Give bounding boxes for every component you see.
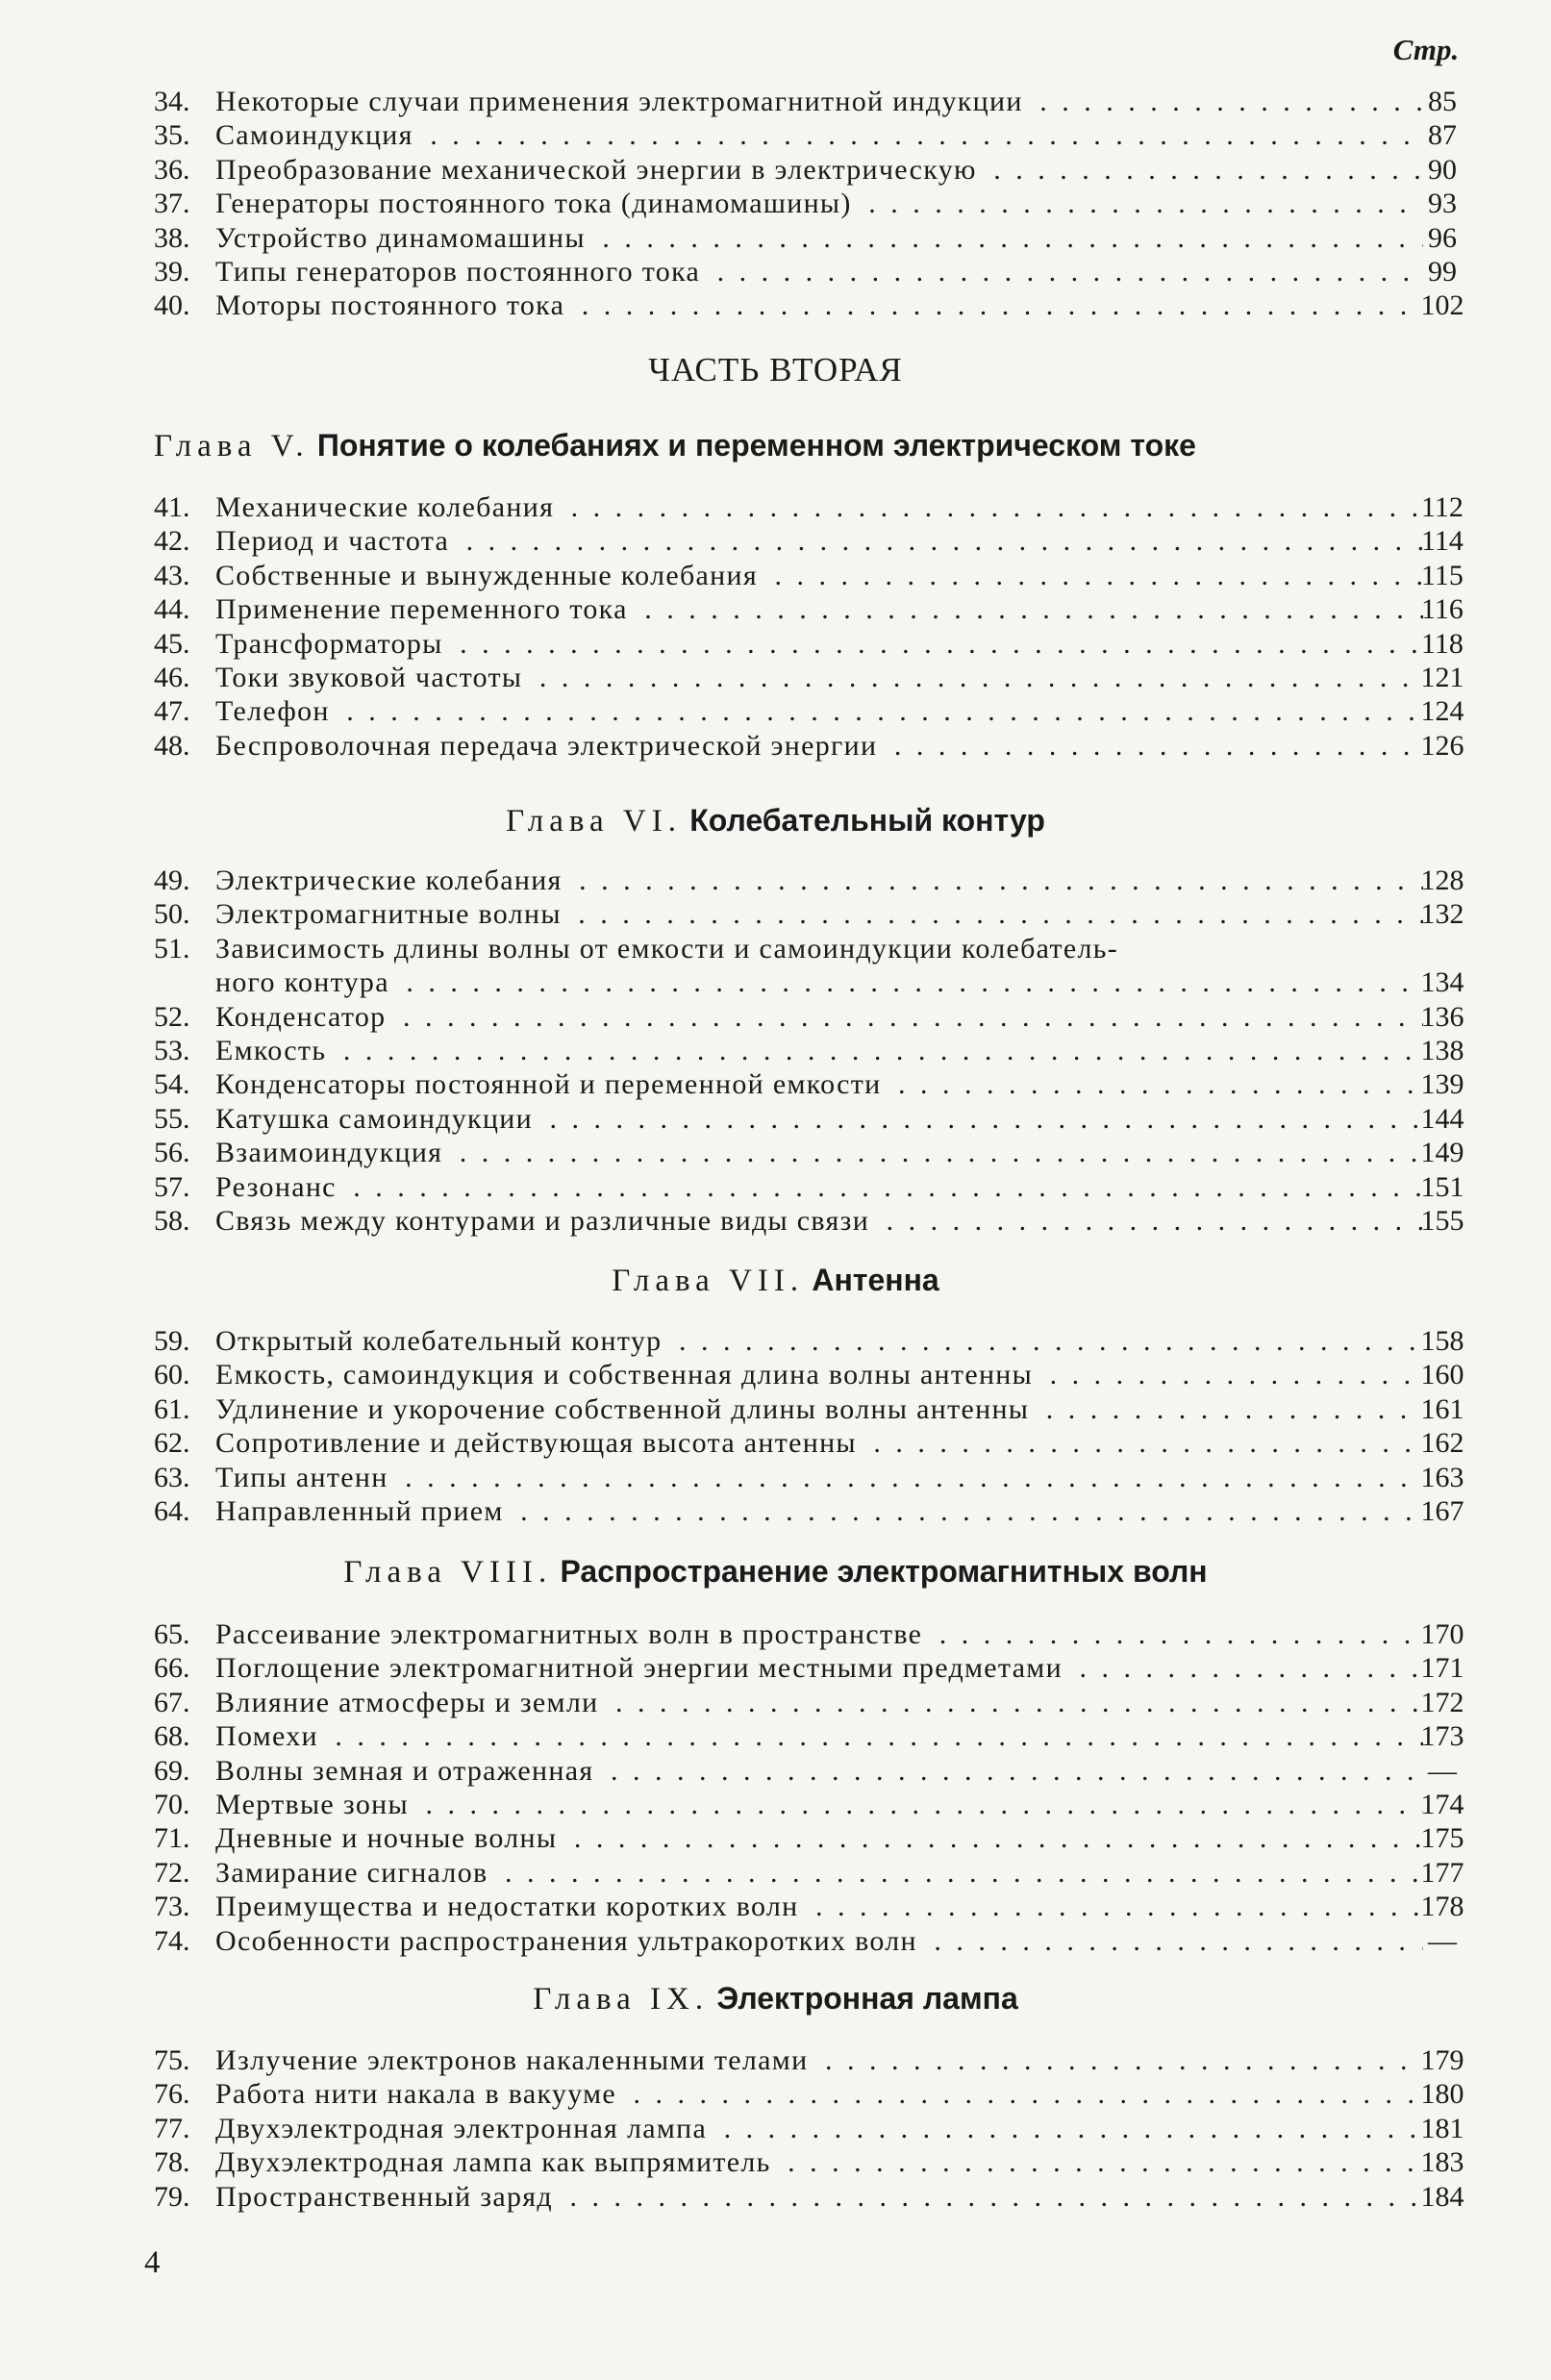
toc-entry <box>154 153 1481 188</box>
toc-entry-page: 126 <box>1420 729 1464 762</box>
chapter-title: Электронная лампа <box>716 1981 1018 2016</box>
toc-entry <box>154 288 1481 323</box>
toc-entry-number: 66. <box>154 1652 190 1685</box>
toc-entry-number: 75. <box>154 2044 190 2076</box>
toc-entry-title: Замирание сигналов <box>215 1857 493 1889</box>
toc-entry-page: 118 <box>1421 627 1463 660</box>
toc-entry-title: Преимущества и недостатки коротких волн <box>215 1891 805 1922</box>
chapter-label: Глава IX. <box>533 1982 710 2017</box>
toc-entry <box>154 1651 1481 1686</box>
toc-entry-title: Поглощение электромагнитной энергии местными предметами <box>215 1652 1068 1684</box>
toc-entry <box>154 1392 1481 1427</box>
toc-entry-title-wrap <box>215 1000 1423 1035</box>
toc-entry <box>154 1461 1481 1495</box>
toc-entry-page: 102 <box>1420 289 1464 322</box>
chapter-label: Глава VIII. <box>343 1555 553 1590</box>
toc-entry-title: Открытый колебательный контур <box>215 1325 667 1357</box>
toc-entry-number: 50. <box>154 898 190 931</box>
toc-entry-page: 184 <box>1420 2180 1464 2213</box>
toc-entry-title-wrap <box>215 864 1423 898</box>
toc-entry-number: 41. <box>154 491 190 523</box>
toc-entry <box>154 1204 1481 1239</box>
toc-entry-title: Волны земная и отраженная <box>215 1755 599 1787</box>
toc-entry <box>154 2077 1481 2112</box>
toc-entry-title-wrap <box>215 1890 1423 1924</box>
toc-entry-number: 38. <box>154 221 190 254</box>
page-column-header: Стр. <box>1392 33 1460 66</box>
toc-entry-page: — <box>1428 1754 1457 1787</box>
toc-entry-number: 68. <box>154 1720 190 1753</box>
toc-entry-title-wrap <box>215 1324 1423 1359</box>
page-number: 4 <box>144 2245 161 2280</box>
toc-entry-number: 52. <box>154 1000 190 1033</box>
toc-entry <box>154 85 1481 119</box>
toc-entry <box>154 1170 1481 1205</box>
toc-entry-title-wrap <box>215 1426 1423 1461</box>
toc-entry-page: 162 <box>1420 1427 1464 1460</box>
toc-entry-number: 79. <box>154 2180 190 2213</box>
toc-entry-title: Помехи <box>215 1720 324 1752</box>
toc-entry-page: 90 <box>1428 153 1457 186</box>
toc-entry <box>154 2180 1481 2215</box>
toc-entry-title-wrap <box>215 1924 1423 1959</box>
toc-entry-title: Особенности распространения ультракоротких волн <box>215 1925 923 1957</box>
toc-entry-number: 69. <box>154 1754 190 1787</box>
toc-entry-page: 173 <box>1420 1720 1464 1753</box>
toc-entry <box>154 1000 1481 1035</box>
toc-entry-number: 78. <box>154 2146 190 2179</box>
toc-entry-title: Электрические колебания <box>215 864 568 896</box>
toc-entry <box>154 965 1481 1000</box>
toc-entry <box>154 1426 1481 1461</box>
toc-entry-number: 73. <box>154 1891 190 1923</box>
toc-entry-page: — <box>1428 1924 1457 1957</box>
toc-entry-title-wrap <box>215 490 1423 525</box>
toc-entry-title: Зависимость длины волны от емкости и самоиндукции колебатель- <box>215 933 1124 965</box>
toc-entry-title: Катушка самоиндукции <box>215 1103 538 1135</box>
toc-entry-page: 155 <box>1420 1205 1464 1237</box>
toc-entry-title: Конденсатор <box>215 1001 391 1033</box>
toc-entry-title: Типы антенн <box>215 1462 394 1493</box>
toc-entry <box>154 729 1481 764</box>
toc-entry-number: 62. <box>154 1427 190 1460</box>
toc-entry-number: 71. <box>154 1822 190 1855</box>
toc-entry <box>154 1617 1481 1652</box>
toc-entry <box>154 592 1481 627</box>
toc-entry-number: 60. <box>154 1359 190 1391</box>
toc-entry-page: 121 <box>1420 662 1464 693</box>
toc-entry-number: 43. <box>154 559 190 591</box>
toc-entry-page: 85 <box>1428 86 1457 117</box>
toc-entry-number: 36. <box>154 153 190 186</box>
toc-entry-number: 44. <box>154 593 190 626</box>
toc-entry-number: 63. <box>154 1461 190 1493</box>
toc-entry-title-wrap <box>215 1170 1423 1205</box>
toc-entry-page: 180 <box>1420 2078 1464 2111</box>
toc-entry-title-wrap <box>215 1788 1423 1822</box>
toc-entry-page: 172 <box>1420 1686 1464 1718</box>
toc-entry <box>154 1136 1481 1170</box>
toc-entry <box>154 1034 1481 1068</box>
part-title: ЧАСТЬ ВТОРАЯ <box>648 351 903 388</box>
toc-entry-title-wrap <box>215 2043 1423 2078</box>
toc-entry-page: 170 <box>1420 1618 1464 1650</box>
chapter-heading <box>0 1263 1551 1299</box>
chapter-label: Глава V. <box>154 429 310 463</box>
toc-entry-page: 171 <box>1420 1652 1464 1685</box>
toc-entry-title: Взаимоиндукция <box>215 1137 448 1168</box>
toc-entry-title-wrap <box>215 118 1423 153</box>
toc-entry-title-wrap <box>215 1754 1423 1789</box>
toc-entry-title: Некоторые случаи применения электромагнитной индукции <box>215 86 1029 117</box>
toc-entry-title-wrap <box>215 1821 1423 1856</box>
toc-entry-page: 96 <box>1428 221 1457 254</box>
toc-entry-title: Преобразование механической энергии в электрическую <box>215 154 983 186</box>
toc-entry-page: 179 <box>1420 2044 1464 2076</box>
toc-entry-title: Мертвые зоны <box>215 1789 414 1820</box>
toc-entry-title: Направленный прием <box>215 1495 510 1527</box>
toc-entry-page: 87 <box>1428 119 1457 152</box>
toc-entry-title-wrap <box>215 1461 1423 1495</box>
toc-entry-title-wrap <box>215 965 1423 1000</box>
toc-entry-number: 45. <box>154 627 190 660</box>
toc-entry-page: 149 <box>1420 1137 1464 1169</box>
toc-entry-title: Резонанс <box>215 1171 342 1203</box>
toc-entry-page: 112 <box>1421 491 1463 523</box>
toc-entry-number: 39. <box>154 256 190 288</box>
chapter-title: Колебательный контур <box>689 803 1045 838</box>
toc-entry-title: Генераторы постоянного тока (динамомашины) <box>215 188 858 219</box>
toc-entry-page: 115 <box>1421 559 1463 591</box>
chapter-heading <box>0 803 1551 839</box>
toc-entry-title: Сопротивление и действующая высота антенны <box>215 1427 863 1459</box>
toc-entry <box>154 1358 1481 1392</box>
toc-entry-number: 46. <box>154 662 190 693</box>
toc-entry <box>154 118 1481 153</box>
toc-entry <box>154 897 1481 932</box>
toc-entry-number: 51. <box>154 932 190 965</box>
toc-entry-number: 65. <box>154 1618 190 1650</box>
toc-entry-title: Емкость, самоиндукция и собственная длина волны антенны <box>215 1359 1038 1390</box>
toc-entry-page: 163 <box>1420 1461 1464 1493</box>
toc-entry <box>154 2043 1481 2078</box>
toc-entry-number: 72. <box>154 1856 190 1889</box>
toc-entry-number: 74. <box>154 1924 190 1957</box>
toc-entry-title-wrap <box>215 255 1423 289</box>
toc-entry-title: Токи звуковой частоты <box>215 662 528 693</box>
toc-entry-title-wrap <box>215 932 1423 966</box>
toc-entry-title: ного контура <box>215 966 395 998</box>
chapter-title: Антенна <box>812 1263 939 1297</box>
toc-entry <box>154 2112 1481 2146</box>
toc-entry-title: Конденсаторы постоянной и переменной емкости <box>215 1068 888 1100</box>
toc-entry <box>154 559 1481 593</box>
toc-entry <box>154 524 1481 559</box>
toc-entry <box>154 694 1481 729</box>
chapter-heading <box>0 1981 1551 2017</box>
toc-entry <box>154 1856 1481 1891</box>
toc-entry-number: 67. <box>154 1686 190 1718</box>
toc-entry-title: Самоиндукция <box>215 119 419 151</box>
toc-entry <box>154 1821 1481 1856</box>
toc-entry <box>154 1686 1481 1720</box>
toc-entry-title-wrap <box>215 2112 1423 2146</box>
toc-entry-title-wrap <box>215 694 1423 729</box>
toc-entry-title: Собственные и вынужденные колебания <box>215 560 763 591</box>
toc-entry-title-wrap <box>215 2145 1423 2180</box>
toc-entry-number: 70. <box>154 1789 190 1820</box>
toc-entry-title-wrap <box>215 2077 1423 2112</box>
toc-entry-title-wrap <box>215 221 1423 256</box>
toc-entry-title-wrap <box>215 153 1423 188</box>
chapter-title: Понятие о колебаниях и переменном электрическом токе <box>316 428 1196 463</box>
toc-entry <box>154 1719 1481 1754</box>
toc-entry <box>154 1754 1481 1789</box>
toc-entry-page: 128 <box>1420 864 1464 896</box>
toc-entry-title: Двухэлектродная лампа как выпрямитель <box>215 2146 777 2178</box>
toc-entry-title-wrap <box>215 288 1423 323</box>
toc-entry-title: Телефон <box>215 695 336 727</box>
toc-entry-title-wrap <box>215 1617 1423 1652</box>
toc-entry-title-wrap <box>215 1102 1423 1137</box>
toc-entry-number: 54. <box>154 1068 190 1101</box>
toc-entry-title: Излучение электронов накаленными телами <box>215 2044 813 2076</box>
toc-entry-title: Трансформаторы <box>215 628 449 660</box>
toc-entry-number: 64. <box>154 1495 190 1527</box>
toc-entry-number: 77. <box>154 2112 190 2144</box>
toc-entry <box>154 187 1481 221</box>
toc-entry-number: 55. <box>154 1102 190 1135</box>
toc-entry-title: Рассеивание электромагнитных волн в пространстве <box>215 1618 928 1650</box>
toc-entry-number: 47. <box>154 695 190 728</box>
toc-entry-page: 138 <box>1420 1035 1464 1066</box>
toc-entry-number: 37. <box>154 188 190 220</box>
toc-entry-page: 136 <box>1420 1000 1464 1033</box>
toc-entry-title-wrap <box>215 1856 1423 1891</box>
toc-entry-page: 144 <box>1420 1102 1464 1135</box>
toc-entry-number: 49. <box>154 864 190 896</box>
toc-entry-title-wrap <box>215 661 1423 695</box>
toc-entry-page: 132 <box>1420 898 1464 931</box>
toc-entry-title: Устройство динамомашины <box>215 222 591 254</box>
toc-entry-title-wrap <box>215 1651 1423 1686</box>
toc-entry-title-wrap <box>215 1067 1423 1102</box>
chapter-heading <box>0 1554 1551 1591</box>
toc-entry-title: Дневные и ночные волны <box>215 1822 563 1854</box>
toc-entry-number: 76. <box>154 2078 190 2111</box>
toc-entry-title: Пространственный заряд <box>215 2181 559 2213</box>
toc-entry-number: 35. <box>154 119 190 152</box>
toc-entry-page: 139 <box>1420 1068 1464 1101</box>
toc-entry-page: 114 <box>1421 525 1463 558</box>
toc-entry-title-wrap <box>215 1136 1423 1170</box>
toc-entry <box>154 2145 1481 2180</box>
toc-entry-title: Период и частота <box>215 525 455 557</box>
toc-entry-number: 48. <box>154 729 190 762</box>
toc-entry-title-wrap <box>215 592 1423 627</box>
toc-entry-number: 40. <box>154 289 190 322</box>
toc-entry-page: 116 <box>1421 593 1463 626</box>
toc-entry <box>154 255 1481 289</box>
toc-entry-number: 59. <box>154 1325 190 1357</box>
chapter-title: Распространение электромагнитных волн <box>560 1554 1208 1589</box>
toc-entry-title-wrap <box>215 1204 1423 1239</box>
toc-entry-title-wrap <box>215 1719 1423 1754</box>
toc-entry-page: 183 <box>1420 2146 1464 2179</box>
toc-entry-number: 53. <box>154 1035 190 1066</box>
toc-entry-title: Типы генераторов постоянного тока <box>215 256 706 288</box>
toc-entry-number: 58. <box>154 1205 190 1237</box>
toc-entry-title: Механические колебания <box>215 491 560 523</box>
toc-entry-title-wrap <box>215 2180 1423 2215</box>
toc-entry-title: Связь между контурами и различные виды связи <box>215 1205 875 1237</box>
toc-entry-page: 175 <box>1420 1822 1464 1855</box>
toc-entry <box>154 1788 1481 1822</box>
toc-entry-page: 167 <box>1420 1495 1464 1527</box>
toc-entry <box>154 627 1481 662</box>
toc-entry-title: Емкость <box>215 1035 332 1066</box>
toc-entry-page: 178 <box>1420 1891 1464 1923</box>
toc-entry-title: Применение переменного тока <box>215 593 634 625</box>
toc-entry <box>154 932 1481 966</box>
toc-entry-page: 151 <box>1420 1170 1464 1203</box>
toc-entry-title-wrap <box>215 1392 1423 1427</box>
toc-entry-title-wrap <box>215 1686 1423 1720</box>
toc-entry-title: Моторы постоянного тока <box>215 289 570 321</box>
chapter-label: Глава VI. <box>506 804 682 839</box>
toc-entry <box>154 864 1481 898</box>
toc-entry-title: Электромагнитные волны <box>215 898 567 930</box>
toc-entry-title: Влияние атмосферы и земли <box>215 1687 604 1718</box>
toc-entry-page: 134 <box>1420 966 1464 999</box>
toc-entry-title: Удлинение и укорочение собственной длины волны антенны <box>215 1393 1035 1425</box>
toc-entry-title: Беспроволочная передача электрической энергии <box>215 730 883 762</box>
toc-entry <box>154 1924 1481 1959</box>
toc-entry-title-wrap <box>215 729 1423 764</box>
toc-entry <box>154 1324 1481 1359</box>
toc-entry-title-wrap <box>215 1358 1423 1392</box>
toc-entry-number: 61. <box>154 1392 190 1425</box>
toc-entry-number: 56. <box>154 1137 190 1169</box>
toc-entry-title-wrap <box>215 524 1423 559</box>
toc-entry-page: 174 <box>1420 1789 1464 1820</box>
chapter-heading <box>154 428 1404 464</box>
chapter-label: Глава VII. <box>612 1264 805 1298</box>
toc-entry-page: 158 <box>1420 1325 1464 1357</box>
toc-entry <box>154 221 1481 256</box>
toc-entry-page: 181 <box>1420 2112 1464 2144</box>
toc-entry-page: 99 <box>1428 256 1457 288</box>
toc-entry <box>154 1890 1481 1924</box>
toc-entry-number: 42. <box>154 525 190 558</box>
toc-entry-title-wrap <box>215 559 1423 593</box>
toc-entry-page: 160 <box>1420 1359 1464 1391</box>
toc-entry <box>154 490 1481 525</box>
toc-entry <box>154 1494 1481 1529</box>
toc-entry <box>154 1102 1481 1137</box>
toc-entry-title: Работа нити накала в вакууме <box>215 2078 622 2110</box>
toc-entry-title-wrap <box>215 1494 1423 1529</box>
toc-entry-title-wrap <box>215 187 1423 221</box>
toc-entry-title-wrap <box>215 627 1423 662</box>
toc-entry-number: 34. <box>154 86 190 117</box>
toc-entry-page: 177 <box>1420 1856 1464 1889</box>
toc-entry <box>154 1067 1481 1102</box>
toc-entry-page: 93 <box>1428 188 1457 220</box>
toc-entry-number: 57. <box>154 1170 190 1203</box>
toc-entry-title-wrap <box>215 897 1423 932</box>
toc-entry-page: 161 <box>1420 1392 1464 1425</box>
toc-entry-page: 124 <box>1420 695 1464 728</box>
toc-entry-title-wrap <box>215 1034 1423 1068</box>
toc-entry <box>154 661 1481 695</box>
toc-entry-title-wrap <box>215 85 1423 119</box>
toc-entry-title: Двухэлектродная электронная лампа <box>215 2113 713 2144</box>
